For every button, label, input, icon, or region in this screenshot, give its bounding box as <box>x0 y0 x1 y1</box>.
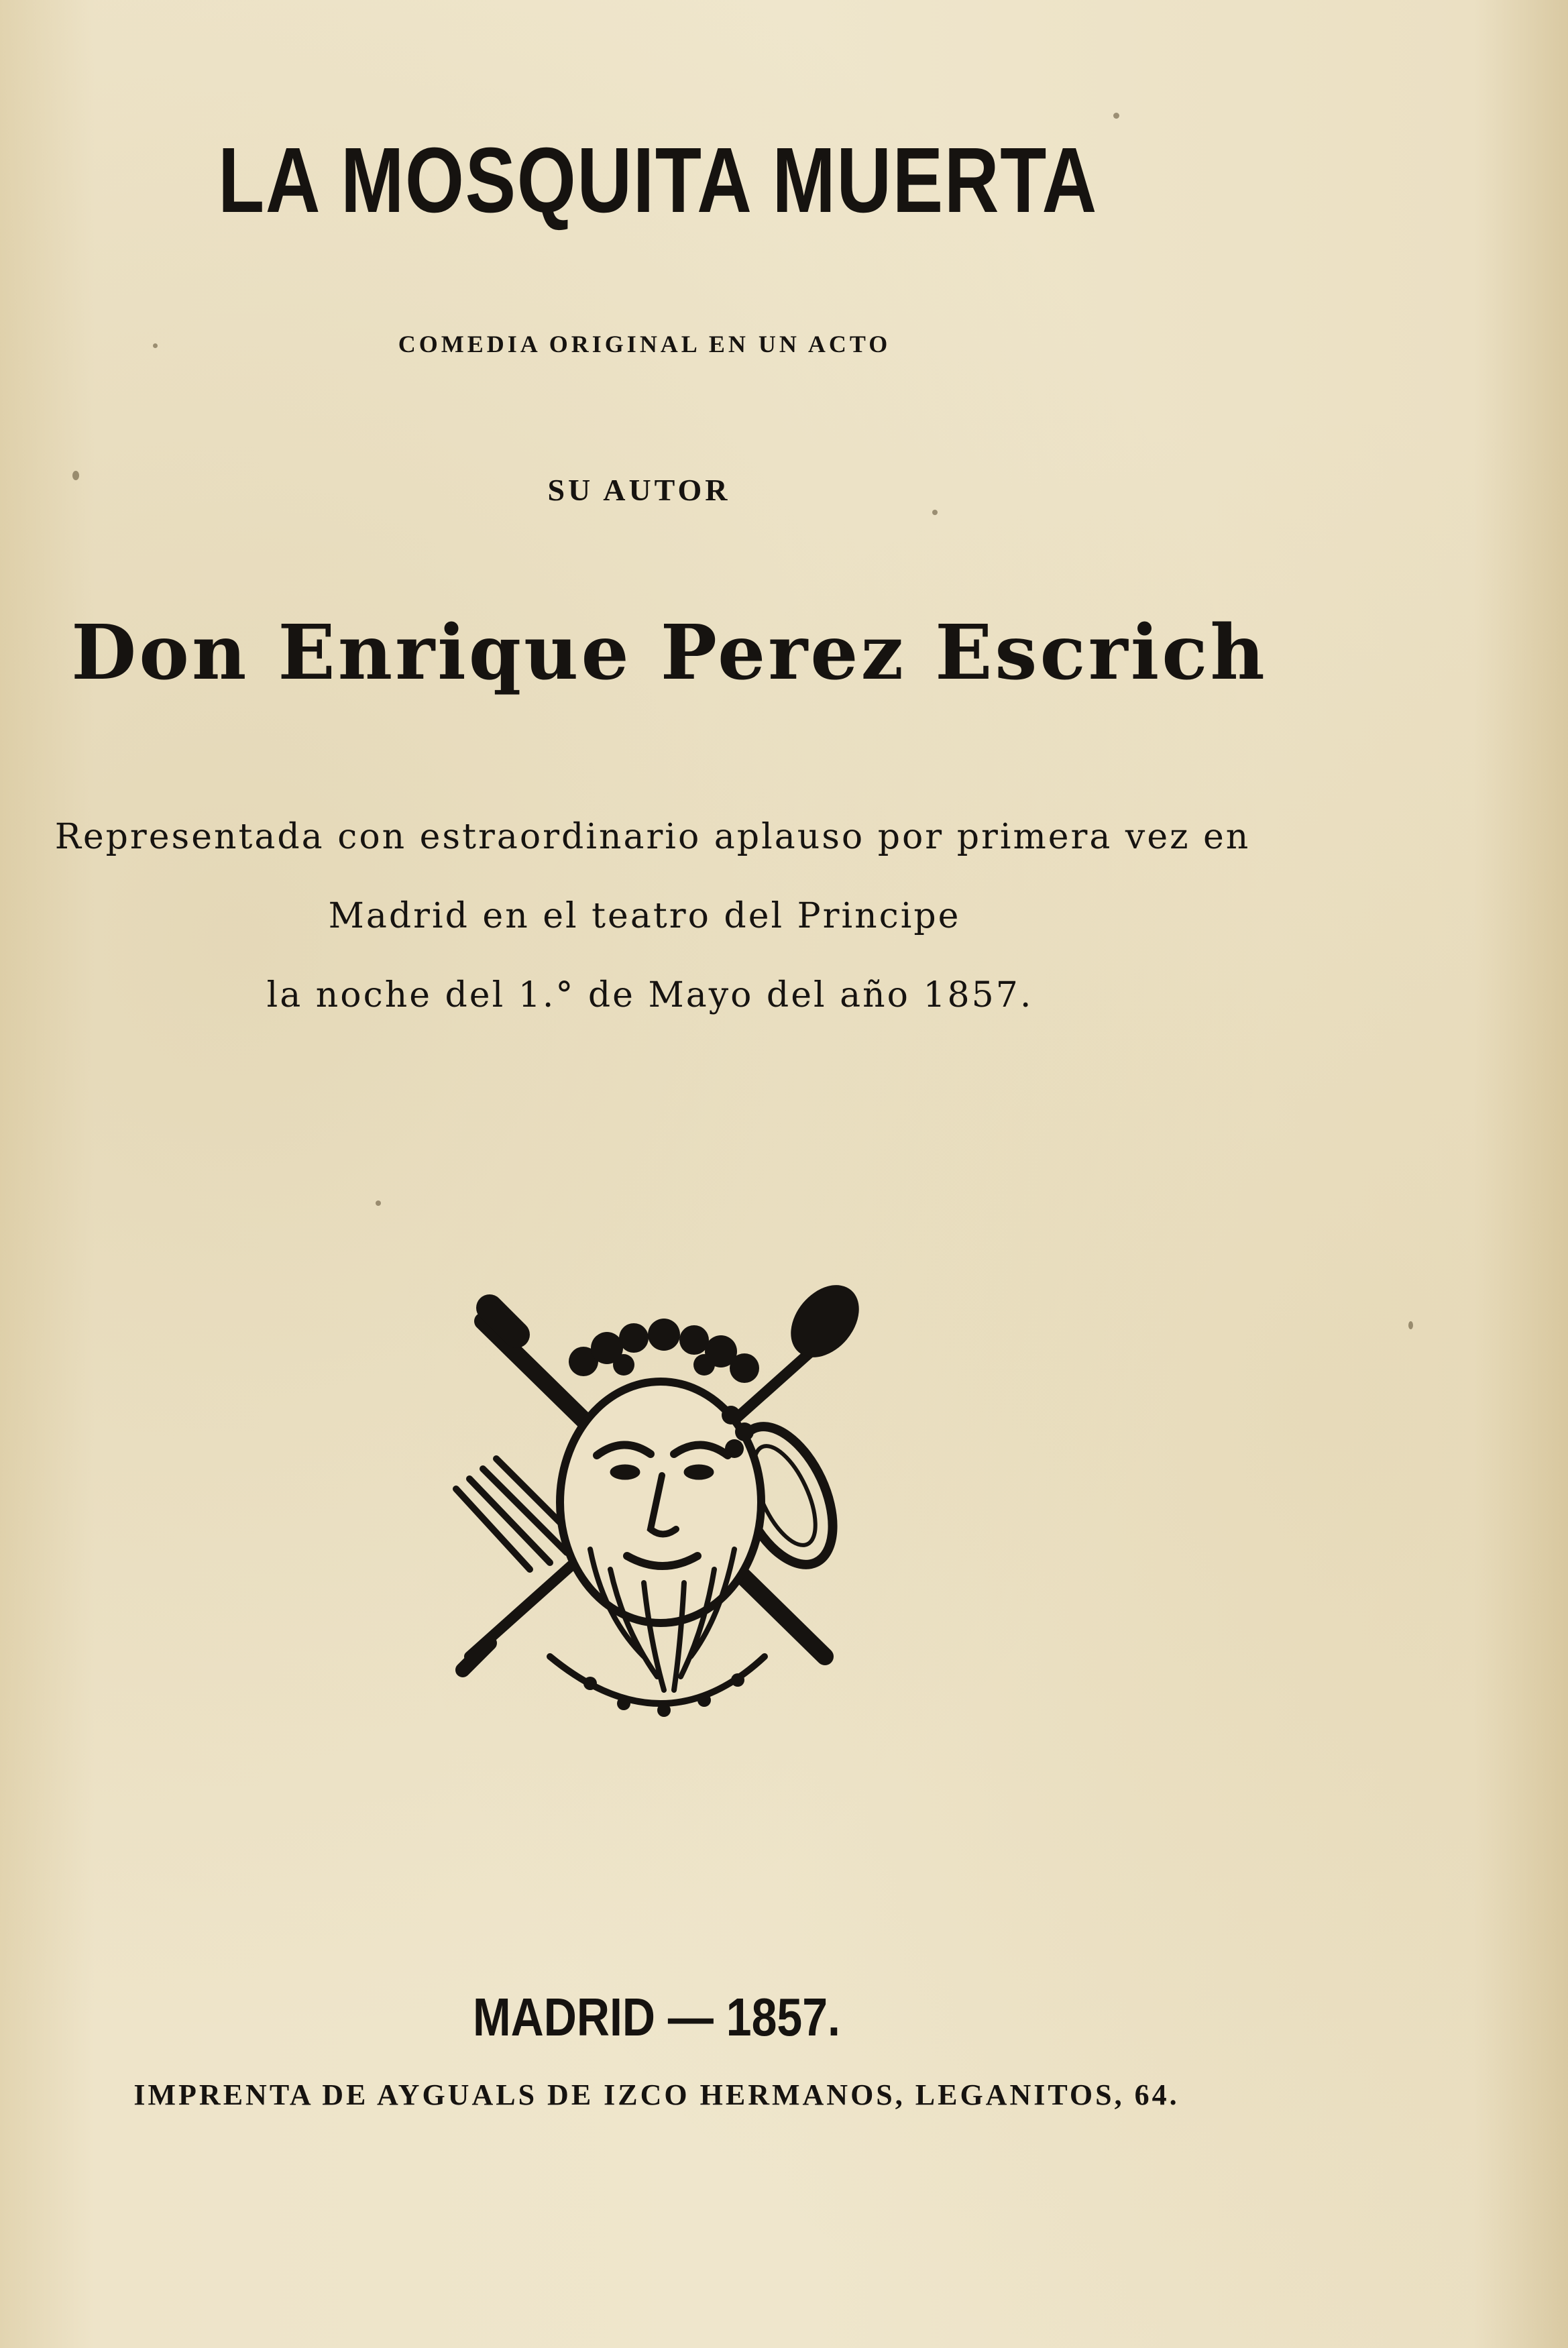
paper-speck <box>72 471 79 480</box>
performance-note-line-1: Representada con estraordinario aplauso por primera vez en <box>54 817 1251 857</box>
paper-speck <box>376 1200 381 1206</box>
paper-speck <box>1113 113 1119 119</box>
author-name: Don Enrique Perez Escrich <box>71 609 1268 697</box>
imprint-city-year: MADRID — 1857. <box>473 1987 840 2047</box>
paper-speck <box>932 510 938 515</box>
performance-note-line-2: Madrid en el teatro del Principe <box>328 896 961 936</box>
paper-speck <box>153 343 158 348</box>
book-title: LA MOSQUITA MUERTA <box>218 129 1098 232</box>
performance-note-line-3: la noche del 1.° de Mayo del año 1857. <box>266 975 1033 1015</box>
author-label: SU AUTOR <box>547 473 731 507</box>
paper-speck <box>1408 1321 1413 1329</box>
imprint-printer: IMPRENTA DE AYGUALS DE IZCO HERMANOS, LEGANITOS, 64. <box>133 2078 1180 2111</box>
faun-mask-with-instruments-icon <box>449 1281 865 1737</box>
book-subtitle: COMEDIA ORIGINAL EN UN ACTO <box>398 331 891 357</box>
